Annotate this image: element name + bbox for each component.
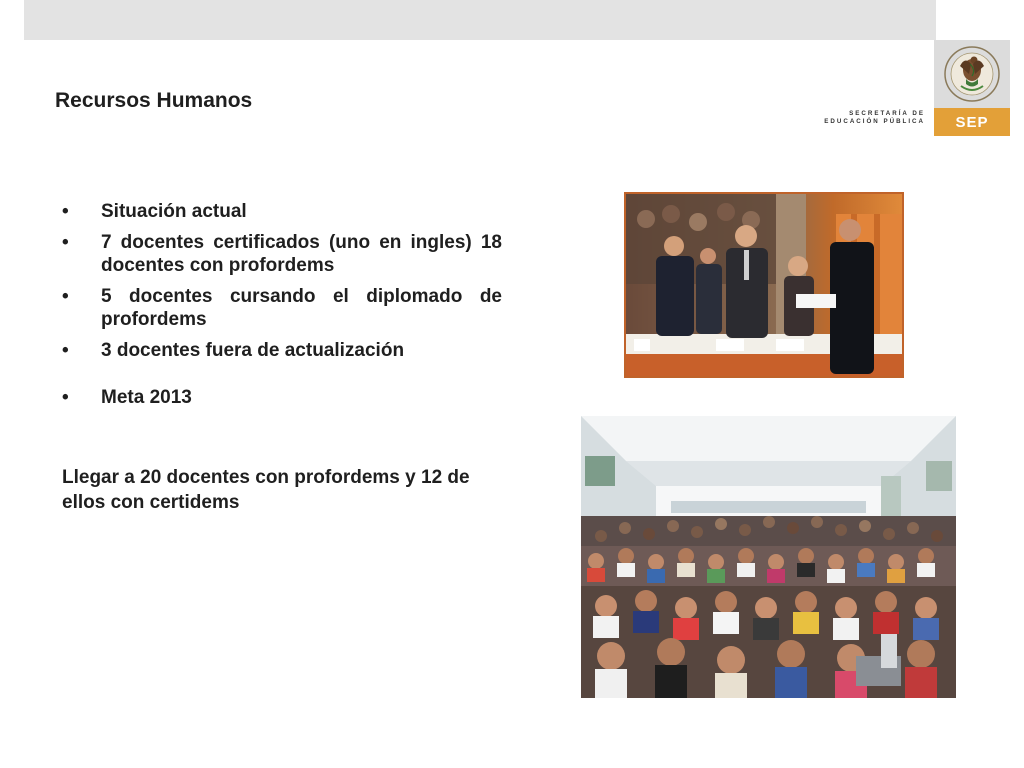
bullet-list bbox=[62, 200, 502, 417]
teachers-audience-photo bbox=[581, 416, 956, 698]
header-band bbox=[24, 0, 936, 40]
institution-name: SECRETARÍA DE EDUCACIÓN PÚBLICA bbox=[824, 110, 925, 125]
bullet-item: • 3 docentes fuera de actualización bbox=[62, 339, 502, 362]
sep-logo bbox=[934, 40, 1010, 136]
bullet-item: • 7 docentes certificados (uno en ingles) 18 docentes con profordems bbox=[62, 231, 502, 277]
goal-paragraph: Llegar a 20 docentes con profordems y 12 de ellos con certidems bbox=[62, 467, 470, 513]
mexican-eagle-emblem-icon bbox=[934, 40, 1010, 108]
sep-acronym: SEP bbox=[934, 108, 1010, 136]
certificate-ceremony-photo bbox=[624, 192, 904, 378]
bullet-item: • Meta 2013 bbox=[62, 386, 502, 409]
bullet-item: • 5 docentes cursando el diplomado de profordems bbox=[62, 285, 502, 331]
page-title: Recursos Humanos bbox=[55, 89, 253, 112]
bullet-item: • Situación actual bbox=[62, 200, 502, 223]
